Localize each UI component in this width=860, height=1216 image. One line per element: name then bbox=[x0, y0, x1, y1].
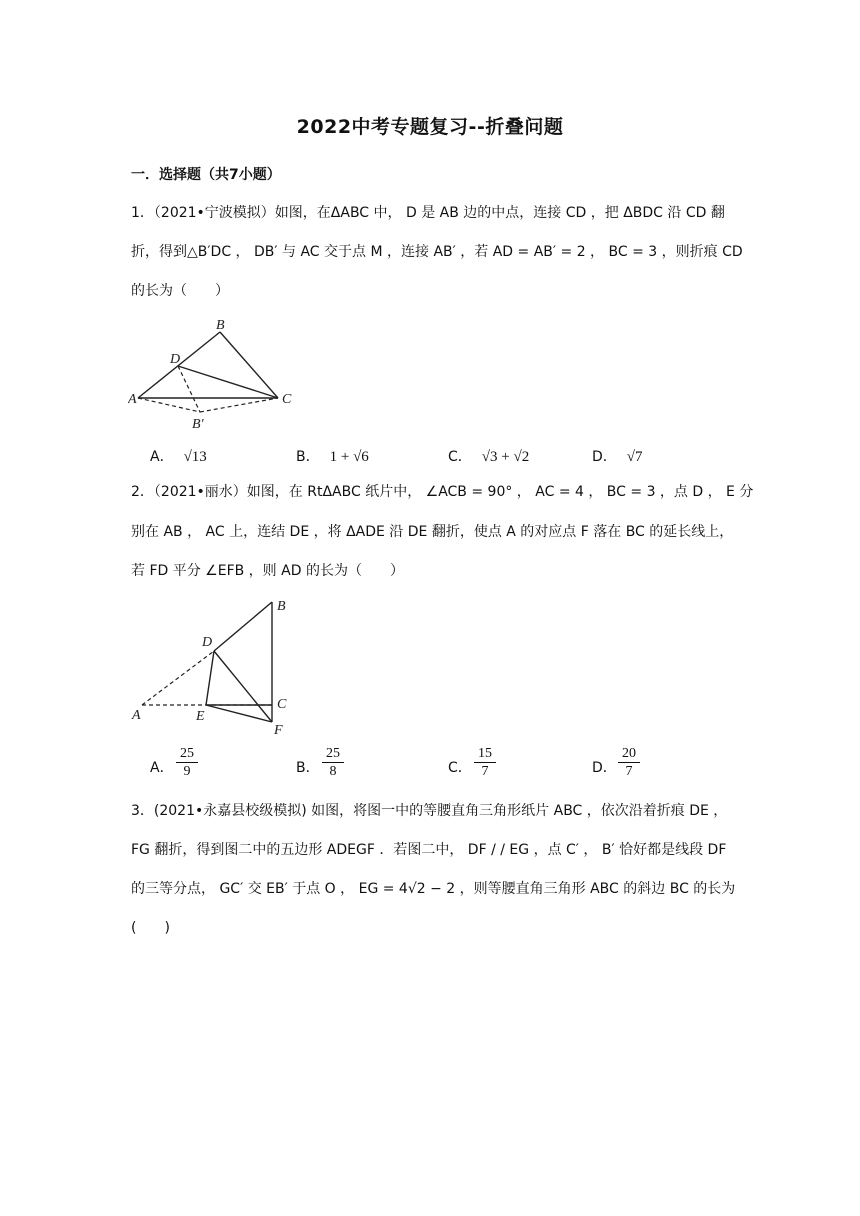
q3-text-line2: FG 翻折，得到图二中的五边形 ADEGF ．若图二中， DF / / EG ，点 C′ ， B′ 恰好都是线段 DF bbox=[131, 842, 727, 858]
q2-label-f: F bbox=[274, 723, 283, 738]
q1-option-d: D． √7 bbox=[592, 449, 643, 465]
q2-text-line2: 别在 AB ， AC 上，连结 DE ，将 ΔADE 沿 DE 翻折，使点 A 的对应点 F 落在 BC 的延长线上， bbox=[131, 524, 734, 540]
q1-figure bbox=[128, 312, 298, 432]
q1-text-line1: 1．（2021•宁波模拟）如图，在ΔABC 中， D 是 AB 边的中点，连接 CD ，把 ΔBDC 沿 CD 翻 bbox=[131, 205, 725, 221]
q2-label-c: C bbox=[277, 697, 287, 712]
q2-option-d-label: D． bbox=[592, 760, 617, 776]
q2-option-c-value: $\frac{15}{7}$ bbox=[474, 746, 496, 780]
q2-label-b: B bbox=[277, 599, 286, 614]
q1-label-b-prime: B′ bbox=[192, 417, 204, 432]
q1-text-line2: 折，得到△B′DC ， DB′ 与 AC 交于点 M ，连接 AB′ ，若 AD = AB′ = 2 ， BC = 3 ，则折痕 CD bbox=[131, 244, 743, 260]
q1-label-a: A bbox=[128, 392, 137, 407]
q1-label-d: D bbox=[170, 352, 181, 367]
q3-text-line1: 3．(2021•永嘉县校级模拟) 如图，将图一中的等腰直角三角形纸片 ABC ，依次沿着折痕 DE ， bbox=[131, 803, 728, 819]
q1-text-line3: 的长为（ ） bbox=[131, 283, 229, 299]
q2-option-b-value: $\frac{25}{8}$ bbox=[322, 746, 344, 780]
q3-text-line3: 的三等分点， GC′ 交 EB′ 于点 O ， EG = 4√2 − 2 ，则等腰直角三角形 ABC 的斜边 BC 的长为 bbox=[131, 881, 736, 897]
q1-option-b: B． 1 + √6 bbox=[296, 449, 369, 465]
q2-option-a-value: $\frac{25}{9}$ bbox=[176, 746, 198, 780]
q2-option-d-value: $\frac{20}{7}$ bbox=[618, 746, 640, 780]
q2-option-c-label: C． bbox=[448, 760, 472, 776]
q1-label-c: C bbox=[282, 392, 292, 407]
q2-text-line1: 2．（2021•丽水）如图，在 RtΔABC 纸片中， ∠ACB = 90° ， AC = 4 ， BC = 3 ，点 D ， E 分 bbox=[131, 484, 754, 500]
q2-label-d: D bbox=[202, 635, 213, 650]
q2-figure bbox=[128, 596, 298, 738]
q1-option-c: C． √3 + √2 bbox=[448, 449, 530, 465]
q2-option-a-label: A． bbox=[150, 760, 174, 776]
q2-option-b-label: B． bbox=[296, 760, 320, 776]
q2-label-e: E bbox=[196, 709, 205, 724]
section-heading: 一．选择题（共7小题） bbox=[131, 167, 281, 183]
q2-text-line3: 若 FD 平分 ∠EFB ，则 AD 的长为（ ） bbox=[131, 563, 404, 579]
q3-text-line4: ( ) bbox=[131, 920, 170, 936]
q2-label-a: A bbox=[132, 708, 141, 723]
page-title: 2022中考专题复习--折叠问题 bbox=[296, 116, 564, 138]
q1-label-b: B bbox=[216, 318, 225, 333]
q1-option-a: A． √13 bbox=[150, 449, 207, 465]
